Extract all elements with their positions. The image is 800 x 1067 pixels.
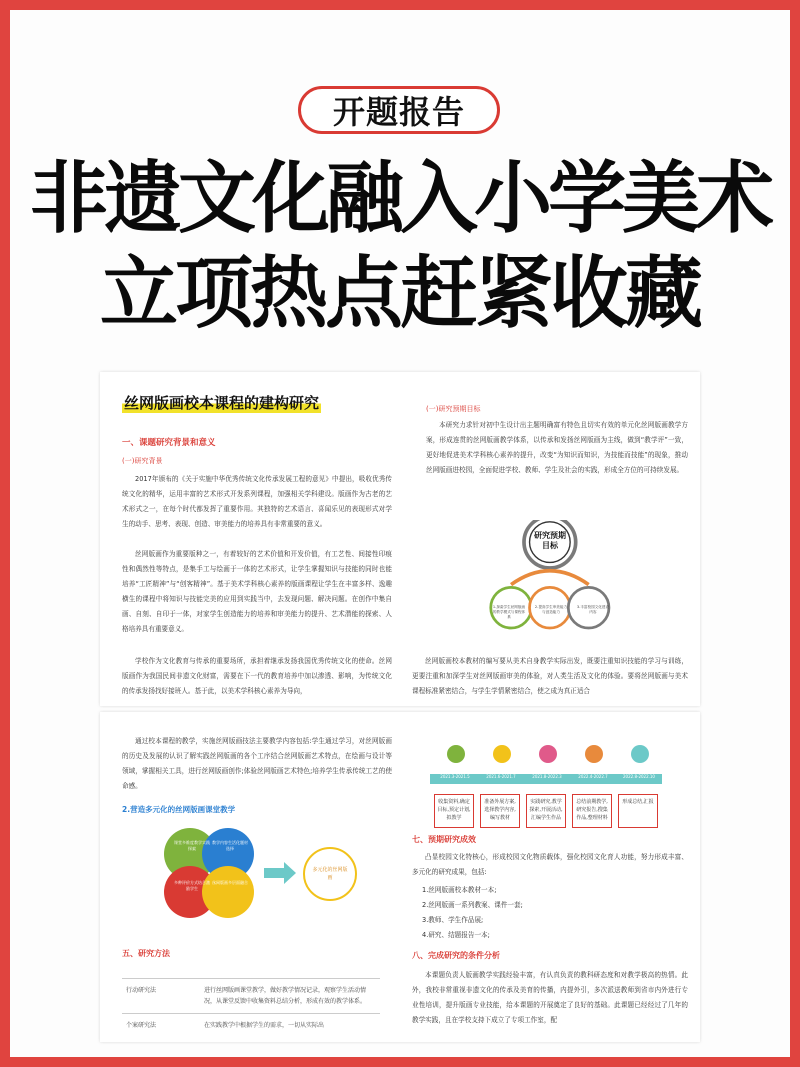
cycle-label-3: 多种评价方式结合激励学生 [174, 880, 210, 891]
cycle-label-1: 课堂多维度教学实践探索 [174, 840, 210, 851]
subsection-background: (一)研究背景 [122, 457, 163, 465]
main-title-line2: 立项热点赶紧收藏 [99, 249, 700, 339]
goal-paragraph: 本研究力求针对初中生设计出主题明确富有特色且切实有效的单元化丝网版画教学方案，形成连贯的丝网版画教学体系，以传承和发扬丝网版画为主线，做到“教学评”一致，更好地促进美术学科核心素养的提升，改变“为知识而知识，为技能而技能”的现象，推动丝网版画进校园，全面促进学校、教师、学生及社会的实践，形成全方位的可持续发展。 [426, 421, 688, 474]
goal-node-left-text: 1.探索学生丝网版画的教学模式与课程体系 [492, 605, 526, 619]
outcome-item: 2.丝网版画一系列教案、课件一套; [422, 901, 523, 909]
outcome-item: 1.丝网版画校本教材一本; [422, 886, 497, 894]
table-row [122, 1014, 380, 1038]
doc-title: 丝网版画校本课程的建构研究 [124, 394, 320, 412]
paragraph-3: 学校作为文化教育与传承的重要场所，承担着继承发扬我国优秀传统文化的使命。丝网版画作为我国民间非遗文化财富，需要在下一代的教育培养中加以渗透、影响，为传统文化的传承发扬找好接班人。基于此，以美术学科核心素养为导向， [122, 657, 392, 695]
timeline-box: 准备外展方案,选择教学内容,编写教材 [480, 794, 520, 828]
cycle-center-label: 多元化的丝网版画 [312, 867, 348, 881]
section-5-heading: 五、研究方法 [122, 949, 170, 958]
method-name: 行动研究法 [122, 979, 200, 1014]
methods-table [122, 978, 380, 1037]
timeline-label: 2021.3-2021.5 [440, 774, 470, 779]
outcome-intro: 凸显校园文化特核心，形成校园文化物质载体，强化校园文化育人功能，努力形成丰富、多元化的研究成果，包括: [412, 853, 688, 876]
intro-paragraph: 通过校本课程的教学，实施丝网版画技法主要教学内容包括:学生通过学习，对丝网版画的历史及发展的认识了解实践丝网版画的各个工序结合丝网版画艺术特点，在绘画与设计等领域，掌握相关工具，进行丝网版画创作;体验丝网版画艺术特色;培养学生传承传统工艺的使命感。 [122, 737, 392, 790]
goal-circle-label [520, 531, 580, 551]
section-8-heading: 八、完成研究的条件分析 [412, 951, 500, 960]
section-2-heading: 2.营造多元化的丝网版画课堂教学 [122, 805, 236, 814]
document-page-1 [100, 372, 700, 706]
timeline-box: 总结前期教学,研究报告,搜集作品,整理材料 [572, 794, 612, 828]
outcome-item: 3.教师、学生作品展; [422, 916, 484, 924]
goal-label-1: 研究预期 [534, 531, 566, 540]
timeline-box: 收集资料,确定目标,预定计划,拟教学 [434, 794, 474, 828]
goal-subsection: (一)研究预期目标 [426, 405, 481, 413]
method-desc: 进行丝网版画课堂教学，做好教学情况记录，观察学生活动情况，从课堂反馈中收集资料总结分析，形成有效的教学体系。 [200, 979, 380, 1014]
cycle-label-4: 丝网版画多层面融合 [212, 880, 248, 885]
timeline-box: 形成总结,汇报 [618, 794, 658, 828]
cycle-label-2: 教学内容生活化题材选择 [212, 840, 248, 851]
conditions-paragraph: 本课题负责人版画教学实践经验丰富，有认真负责的教科研态度和对教学极高的热情。此外，我校非常重视非遗文化的传承及美育的传播，内提外引，多次派送教师到省市内外进行专业性培训，提升版画专业技能，给本课题的开展奠定了良好的基础。此课题已经经过了几年的教学实践，且在学校支持下成立了专项工作室，配 [412, 971, 688, 1024]
outcome-item: 4.研究、结题报告一本; [422, 931, 490, 939]
goal-label-2: 目标 [542, 541, 558, 550]
timeline-label: 2021.8-2022.3 [532, 774, 562, 779]
paragraph-1: 2017年颁布的《关于实施中华优秀传统文化传承发展工程的意见》中提出，吸收优秀传统文化的精华，运用丰富的艺术形式开发系列课程，加强相关学科建设。版画作为古老的艺术形式之一，在每个时代都发挥了重要作用。其独特的艺术语言、喜闻乐见的表现形式对学生的动手、思考、表现、创造、审美能力的培养具有非常重要的意义。 [122, 475, 392, 528]
goal-node-mid-text: 2.提高学生审美能力与创造能力 [534, 605, 568, 614]
section-background: 一、课题研究背景和意义 [122, 438, 216, 448]
method-desc: 在实践教学中根据学生的需求，一切从实际出 [200, 1014, 380, 1038]
arrow-icon [264, 862, 296, 884]
section-7-heading: 七、预期研究成效 [412, 835, 476, 844]
goal-node-right-text: 3.丰富校园文化建设内容 [576, 605, 610, 614]
timeline-label: 2022.4-2022.7 [578, 774, 608, 779]
cycle-node-4 [202, 866, 254, 918]
timeline-icons [426, 742, 666, 792]
main-title-line1: 非遗文化融入小学美术 [29, 154, 770, 244]
timeline-box: 实践研究,教学探索,开展活动,汇编学生作品 [526, 794, 566, 828]
timeline-label: 2022.8-2022.10 [623, 774, 655, 779]
bottom-paragraph: 丝网版画校本教材的编写要从美术自身教学实际出发，既要注重知识技能的学习与训练，更要注重和加深学生对丝网版画审美的体验，对人类生活及文化的体验。要将丝网版画与美术课程标准紧密结合，与学生学情紧密结合，使之成为真正适合 [412, 657, 688, 695]
document-page-2 [100, 712, 700, 1042]
paragraph-2: 丝网版画作为重要版种之一，有着较好的艺术价值和开发价值，有工艺性、间接性印痕性和偶然性等特点，是集手工与绘画于一体的艺术形式，让学生掌握知识与技能的同时也能培养“工匠精神”与“创客精神”。基于美术学科核心素养的版画课程让学生在丰富多样、逸趣横生的课程中将知识与技能完美的应用到实践当中，去发现问题、解决问题。在创作中集自画、自刻、自印于一体，对家学生创造能力的培养和审美能力的提升、艺术潜能的探索、人格培养具有重要意义。 [122, 550, 392, 633]
timeline-label: 2021.6-2021.7 [486, 774, 516, 779]
method-name: 个案研究法 [122, 1014, 200, 1038]
table-row [122, 979, 380, 1014]
report-badge: 开题报告 [298, 86, 500, 134]
